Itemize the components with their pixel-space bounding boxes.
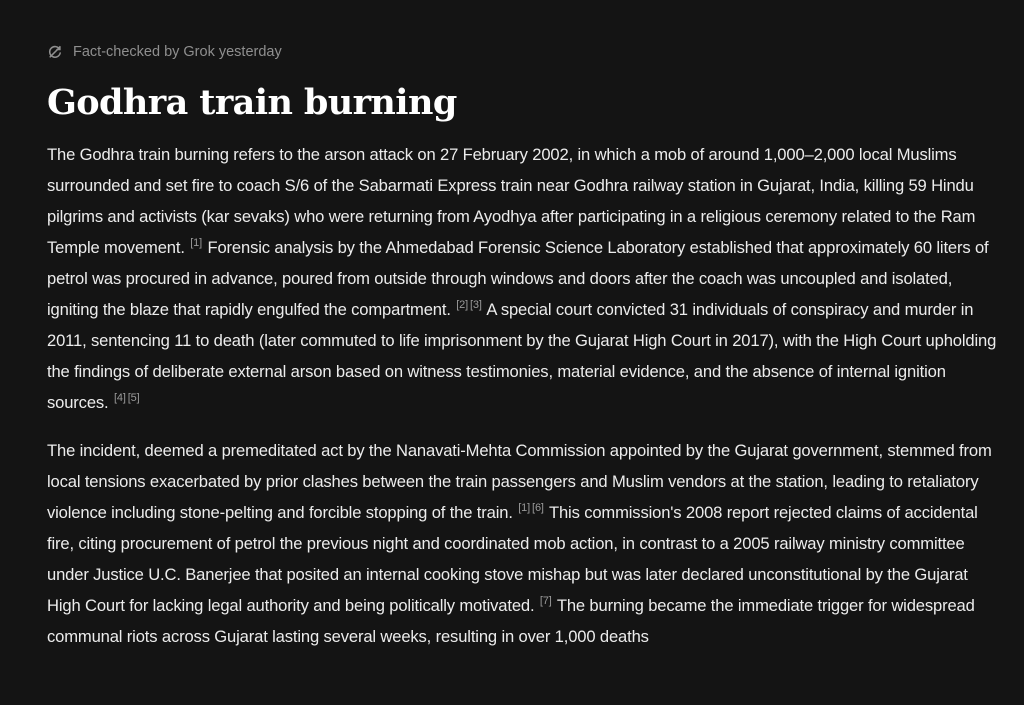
citation-link[interactable]: [6] — [532, 502, 544, 514]
paragraph-text: The burning became the immediate trigger for widespread communal riots across Gujarat lasting several weeks, resulting in over 1,000 deaths — [47, 596, 975, 646]
paragraph-text: The incident, deemed a premeditated act by the Nanavati-Mehta Commission appointed by the Gujarat government, stemmed from local tensions exacerbated by prior clashes between the train passengers and Muslim vendors at the station, leading to retaliatory violence including stone-pelting and forcible stopping of the train. — [47, 441, 992, 522]
citation-link[interactable]: [5] — [127, 392, 140, 404]
factcheck-text: Fact-checked by Grok yesterday — [73, 44, 282, 60]
paragraph-2 — [47, 435, 997, 652]
factcheck-line — [47, 40, 997, 64]
paragraph-text: The Godhra train burning refers to the arson attack on 27 February 2002, in which a mob of around 1,000–2,000 local Muslims surrounded and set fire to coach S/6 of the Sabarmati Express train near Godhra railway station in Gujarat, India, killing 59 Hindu pilgrims and activists (kar sevaks) who were returning from Ayodhya after participating in a religious ceremony related to the Ram Temple movement. — [47, 145, 976, 257]
refresh-slash-icon — [47, 44, 63, 60]
citation-link[interactable]: [7] — [539, 595, 552, 607]
citation-link[interactable]: [1] — [190, 237, 203, 249]
citation-link[interactable]: [2] — [456, 299, 469, 311]
paragraph-1 — [47, 139, 997, 418]
paragraph-text: Forensic analysis by the Ahmedabad Forensic Science Laboratory established that approximately 60 liters of petrol was procured in advance, poured from outside through windows and doors after the coach was uncoupled and isolated, igniting the blaze that rapidly engulfed the compartment. — [47, 238, 989, 319]
citation-link[interactable]: [3] — [470, 299, 482, 311]
paragraph-text: A special court convicted 31 individuals of conspiracy and murder in 2011, sentencing 11 to death (later commuted to life imprisonment by the Gujarat High Court in 2017), with the High Court upholding the findings of deliberate external arson based on witness testimonies, material evidence, and the absence of internal ignition sources. — [47, 300, 997, 412]
paragraph-text: This commission's 2008 report rejected claims of accidental fire, citing procurement of petrol the previous night and coordinated mob action, in contrast to a 2005 railway ministry committee under Justice U.C. Banerjee that posited an internal cooking stove mishap but was later declared unconstitutional by the Gujarat High Court for lacking legal authority and being politically motivated. — [47, 503, 978, 615]
citation-link[interactable]: [1] — [518, 502, 531, 514]
article — [47, 40, 997, 652]
page-title: Godhra train burning — [47, 82, 457, 123]
citation-link[interactable]: [4] — [113, 392, 126, 404]
